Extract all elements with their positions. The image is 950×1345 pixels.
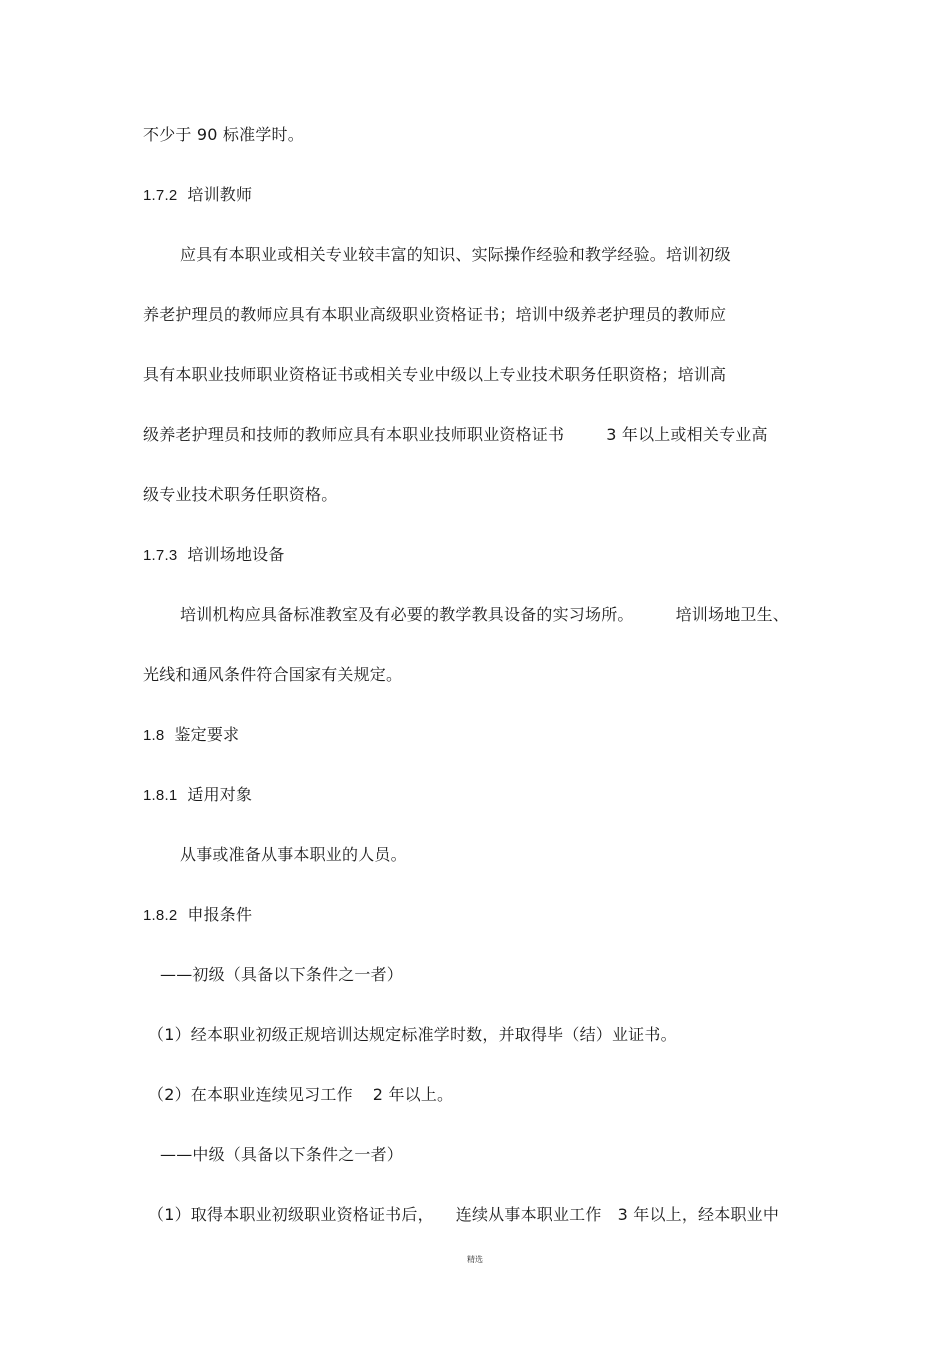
paragraph-text: （1）经本职业初级正规培训达规定标准学时数，并取得毕（结）业证书。 [148,1025,677,1044]
list-item [148,1084,453,1106]
section-heading-1-8 [143,724,239,747]
paragraph-text: （2）在本职业连续见习工作 [148,1085,353,1104]
section-title: 鉴定要求 [174,725,240,744]
paragraph-text: 具有本职业技师职业资格证书或相关专业中级以上专业技术职务任职资格；培训高 [143,365,727,384]
section-number: 1.7.2 [143,187,178,204]
section-title: 适用对象 [187,785,253,804]
list-item [148,1204,779,1226]
text-line [143,304,726,326]
paragraph-text: 不少于 90 标准学时。 [143,125,304,144]
paragraph-text: ——初级（具备以下条件之一者） [160,965,404,984]
text-line [180,844,407,866]
paragraph-text: 级养老护理员和技师的教师应具有本职业技师职业资格证书 [143,425,565,444]
text-line [143,124,304,146]
text-line [143,484,337,506]
section-title: 培训教师 [187,185,253,204]
footer-text: 精选 [467,1255,483,1264]
text-line [180,604,789,626]
text-line [143,664,402,686]
section-number: 1.8.2 [143,907,178,924]
paragraph-text: 养老护理员的教师应具有本职业高级职业资格证书；培训中级养老护理员的教师应 [143,305,727,324]
paragraph-text: 级专业技术职务任职资格。 [143,485,338,504]
paragraph-text: （1）取得本职业初级职业资格证书后， [148,1205,434,1224]
section-heading-1-7-3 [143,544,285,567]
section-heading-1-7-2 [143,184,252,207]
section-number: 1.7.3 [143,547,178,564]
paragraph-text: 培训机构应具备标准教室及有必要的教学教具设备的实习场所。 [180,605,634,624]
paragraph-text: 3 年以上或相关专业高 [606,425,768,444]
paragraph-text: ——中级（具备以下条件之一者） [160,1145,404,1164]
section-heading-1-8-2 [143,904,252,927]
paragraph-text: 培训场地卫生、 [675,605,790,624]
text-line [143,364,726,386]
section-title: 申报条件 [187,905,253,924]
list-heading [160,1144,403,1166]
list-item [148,1024,677,1046]
list-heading [160,964,403,986]
section-title: 培训场地设备 [187,545,285,564]
section-heading-1-8-1 [143,784,252,807]
section-number: 1.8 [143,727,165,744]
paragraph-text: 2 年以上。 [372,1085,454,1104]
page-footer [0,1255,950,1265]
paragraph-text: 连续从事本职业工作 [455,1205,602,1224]
paragraph-text: 从事或准备从事本职业的人员。 [180,845,407,864]
text-line [180,244,731,266]
paragraph-text: 3 年以上，经本职业中 [617,1205,780,1224]
section-number: 1.8.1 [143,787,178,804]
paragraph-text: 应具有本职业或相关专业较丰富的知识、实际操作经验和教学经验。培训初级 [180,245,731,264]
text-line [143,424,768,446]
paragraph-text: 光线和通风条件符合国家有关规定。 [143,665,403,684]
